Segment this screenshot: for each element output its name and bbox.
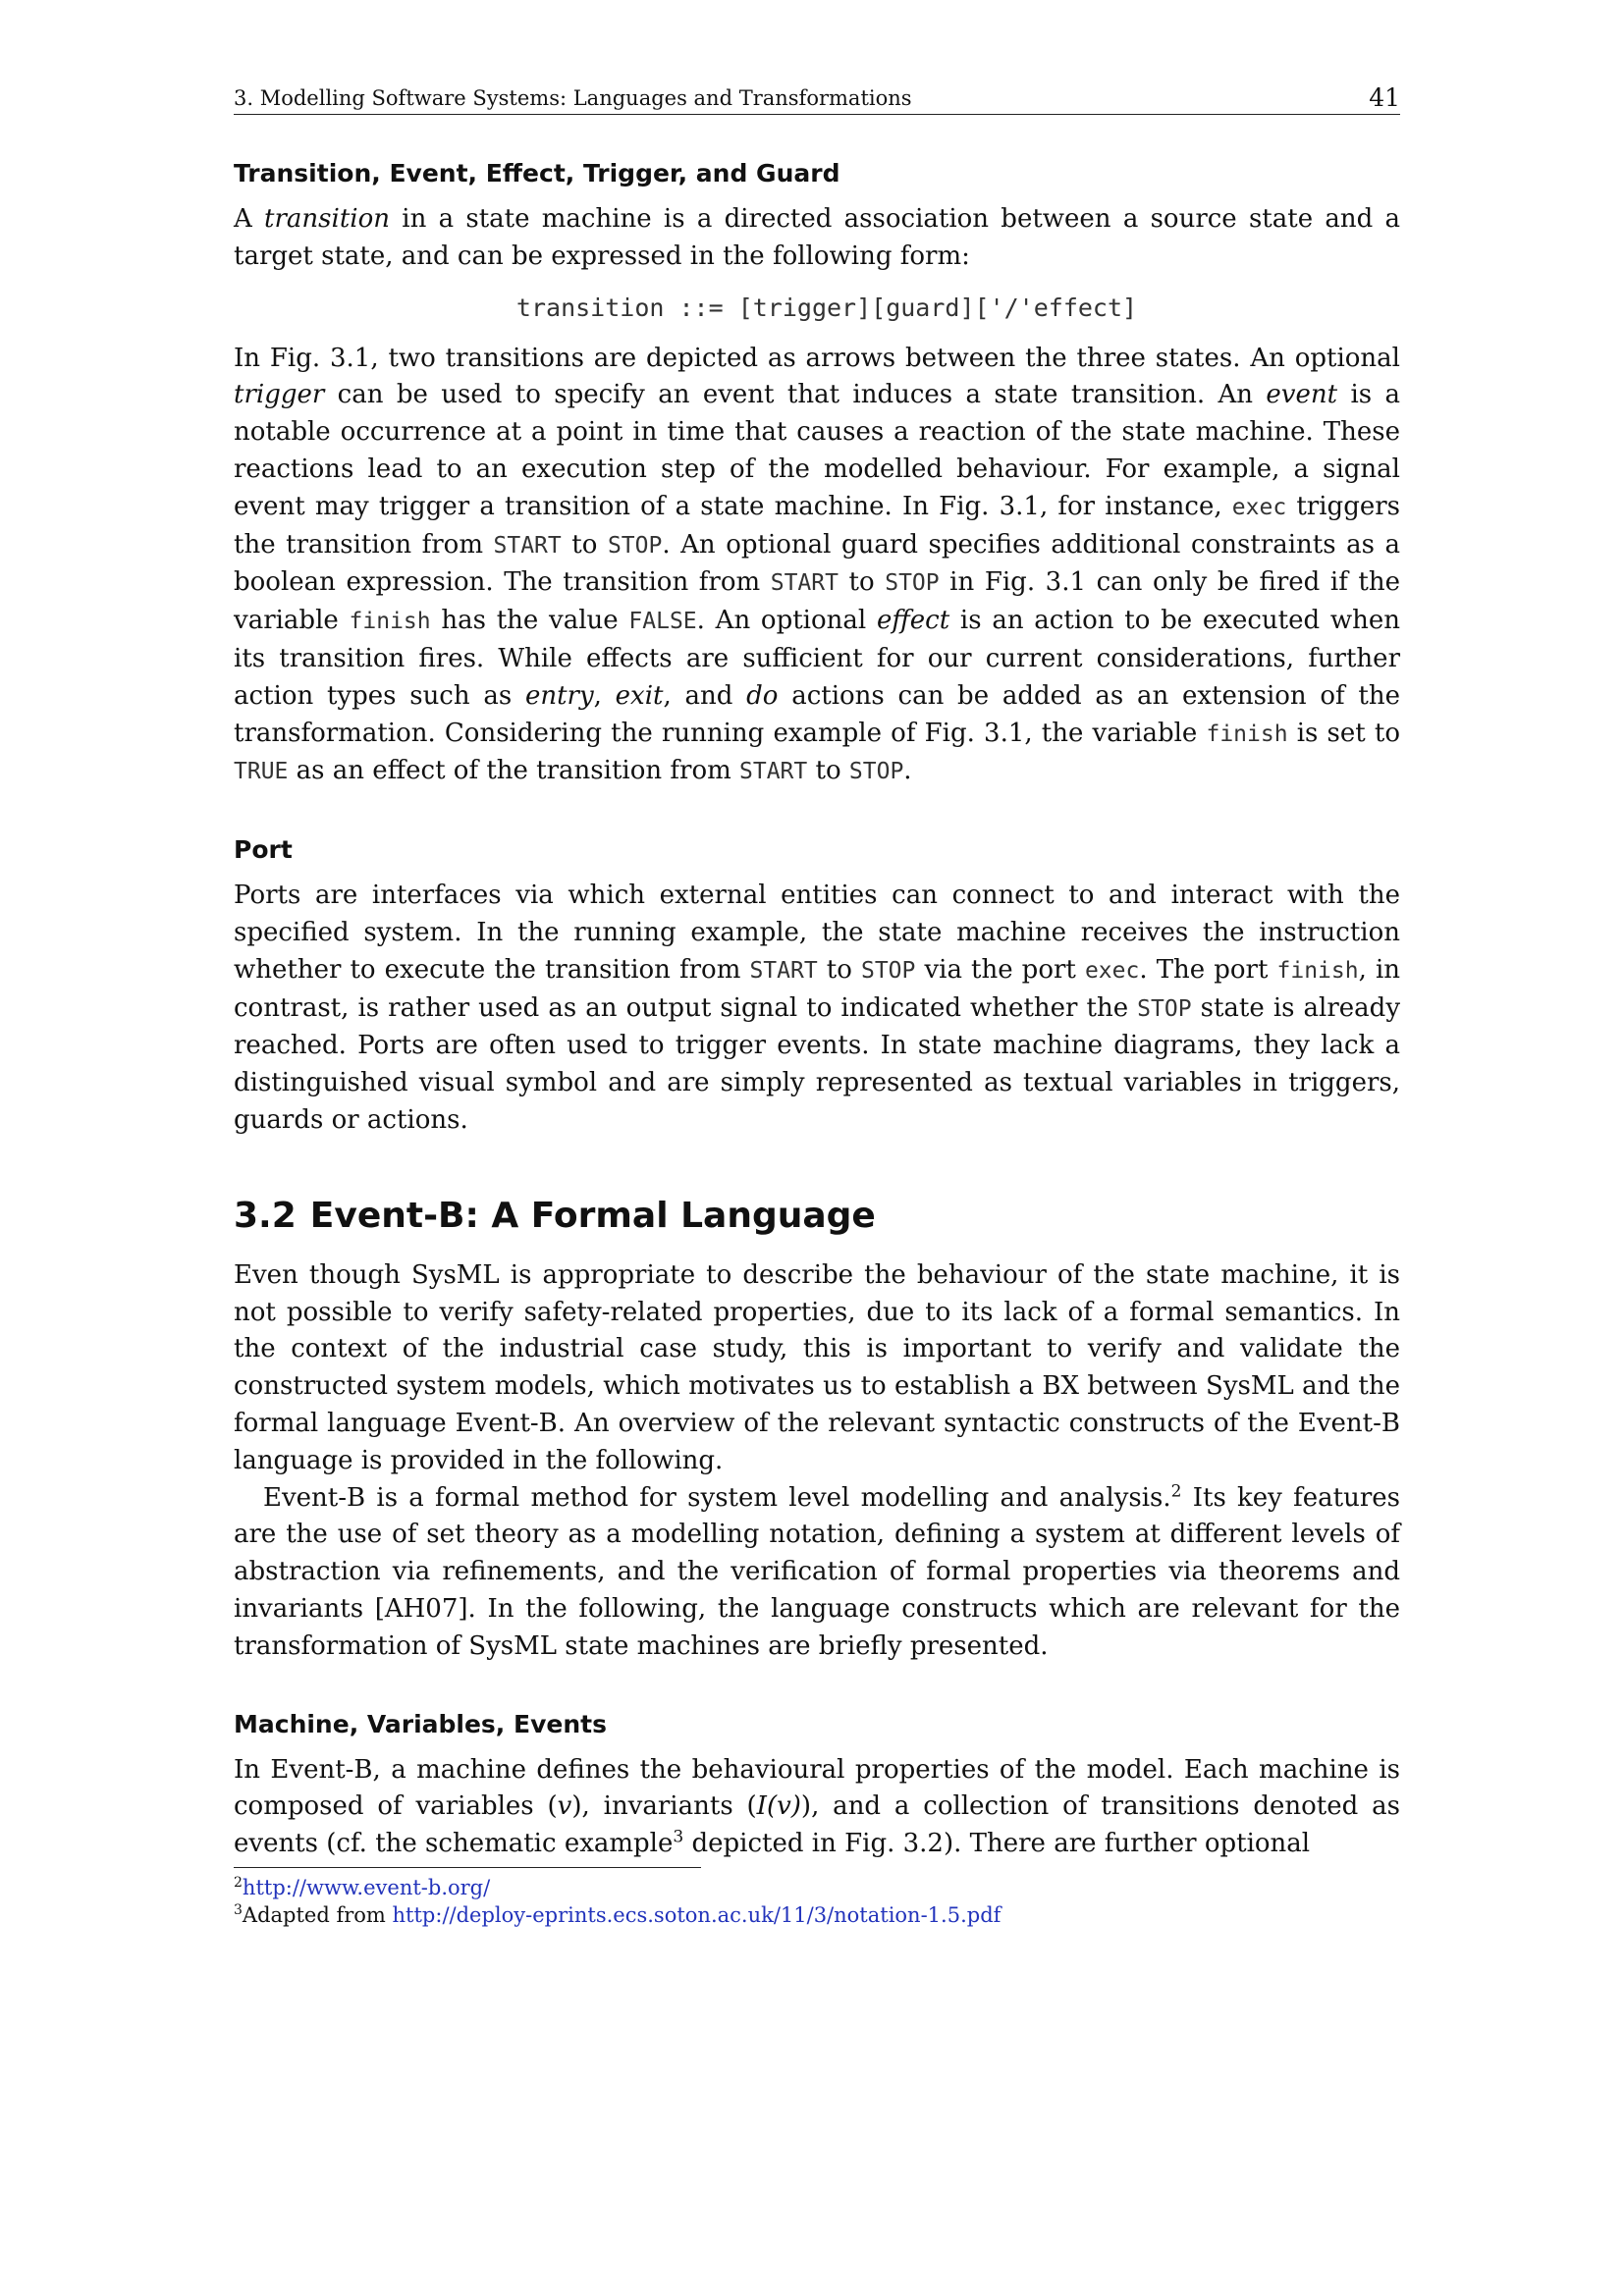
page	[234, 84, 1400, 1929]
footnote-mark-3: 3	[673, 1827, 684, 1847]
footnote-mark-2: 2	[1170, 1480, 1182, 1501]
footnote-2: $^2$http://www.event-b.org/	[234, 1874, 491, 1899]
transition-paragraph-2: In Fig. 3.1, two transitions are depicted as arrows between the three states. An optional trigger can be used to specify an event that induces a state transition. An event is a notable occurrence at a point in time that causes a reaction of the state machine. These reactions lead to an execution step of the modelled behaviour. For example, a signal event may trigger a transition of a state machine. In Fig. 3.1, for instance, exec triggers the transition from START to STOP. An optional guard specifies additional constraints as a boolean expression. The transition from START to STOP in Fig. 3.1 can only be fired if the variable finish has the value FALSE. An optional effect is an action to be executed when its transition fires. While effects are sufficient for our current considerations, further action types such as entry, exit, and do actions can be added as an extension of the transformation. Considering the running example of Fig. 3.1, the variable finish is set to TRUE as an effect of the transition from START to STOP.	[234, 343, 1401, 786]
chapter-title: 3. Modelling Software Systems: Languages and Transformations	[234, 86, 912, 110]
footnote-3-link[interactable]: http://deploy-eprints.ecs.soton.ac.uk/11/3/notation-1.5.pdf	[392, 1902, 1001, 1927]
running-header	[234, 84, 1400, 115]
transition-heading: Transition, Event, Effect, Trigger, and Guard	[234, 159, 840, 187]
footnote-3: $^3$Adapted from http://deploy-eprints.ecs.soton.ac.uk/11/3/notation-1.5.pdf	[234, 1901, 1001, 1927]
page-number: 41	[1369, 83, 1400, 112]
event-b-paragraph-2: Event-B is a formal method for system level modelling and analysis.$^2$ Its key features are the use of set theory as a modelling notation, defining a system at different levels of abstraction via refinements, and the verification of formal properties via theorems and invariants [AH07]. In the following, the language constructs which are relevant for the transformation of SysML state machines are briefly presented.	[234, 1480, 1400, 1661]
port-heading: Port	[234, 835, 293, 865]
footnote-2-link[interactable]: http://www.event-b.org/	[242, 1875, 491, 1899]
event-b-paragraph-1: Even though SysML is appropriate to describe the behaviour of the state machine, it is not possible to verify safety-related properties, due to its lack of a formal semantics. In the context of the industrial case study, this is important to verify and validate the constructed system models, which motivates us to establish a BX between SysML and the formal language Event-B. An overview of the relevant syntactic constructs of the Event-B language is provided in the following.	[234, 1259, 1400, 1475]
transition-grammar: transition ::= [trigger][guard]['/'effect]	[515, 293, 1138, 322]
machine-heading: Machine, Variables, Events	[234, 1709, 607, 1738]
section-heading-event-b: 3.2 Event-B: A Formal Language	[234, 1195, 876, 1236]
transition-paragraph-1: A transition in a state machine is a directed association between a source state and a target state, and can be expressed in the following form:	[234, 204, 1401, 271]
machine-paragraph: In Event-B, a machine defines the behavioural properties of the model. Each machine is composed of variables (v), invariants (I(v)), and a collection of transitions denoted as events (cf. the schematic example$^3$ depicted in Fig. 3.2). There are further optional	[234, 1754, 1400, 1859]
port-paragraph: Ports are interfaces via which external entities can connect to and interact with the specified system. In the running example, the state machine receives the instruction whether to execute the transition from START to STOP via the port exec. The port finish, in contrast, is rather used as an output signal to indicated whether the STOP state is already reached. Ports are often used to trigger events. In state machine diagrams, they lack a distinguished visual symbol and are simply represented as textual variables in triggers, guards or actions.	[234, 881, 1401, 1135]
